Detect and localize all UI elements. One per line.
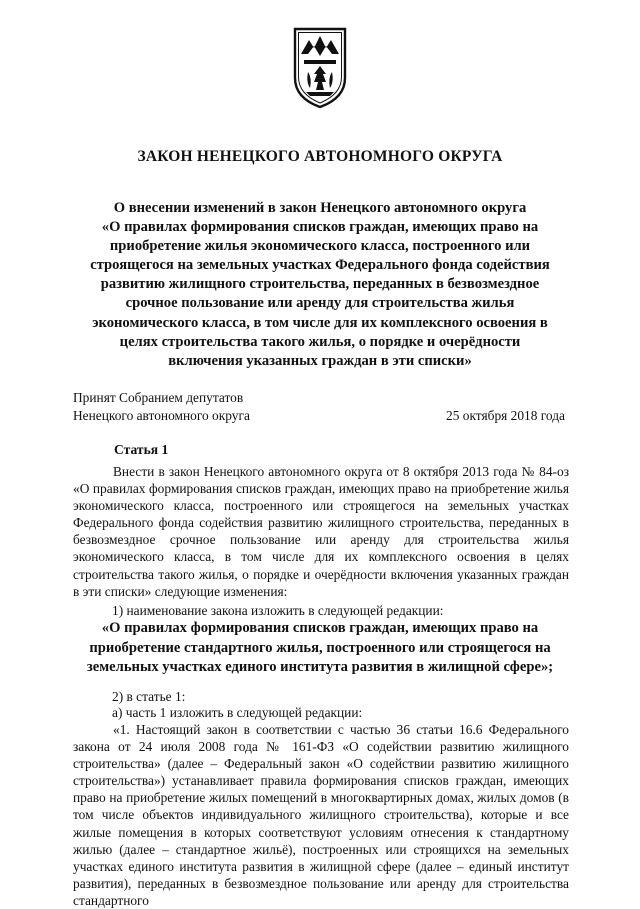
subject-line: «О правилах формирования списков граждан, имеющих право на — [101, 219, 539, 236]
new-law-title — [60, 619, 580, 678]
subject-line: развитию жилищного строительства, переданных в безвозмездное — [100, 276, 540, 293]
new-title-line: земельных участках единого института развития в жилищной сфере»; — [86, 659, 554, 675]
subject-line: О внесении изменений в закон Ненецкого автономного округа — [113, 200, 527, 216]
law-title: ЗАКОН НЕНЕЦКОГО АВТОНОМНОГО ОКРУГА — [137, 148, 503, 165]
subject-line: срочное пользование или аренду для строительства жилья — [125, 295, 515, 312]
new-title-line: приобретение стандартного жилья, построенного или строящегося на — [89, 639, 551, 656]
adoption-line: Ненецкого автономного округа — [73, 408, 250, 423]
list-item-1: 1) наименование закона изложить в следующей редакции: — [112, 603, 444, 618]
subject-line: экономического класса, в том числе для их комплексного освоения в — [92, 314, 548, 331]
law-subject — [60, 199, 580, 371]
article-heading: Статья 1 — [114, 442, 169, 457]
coat-of-arms-icon — [292, 26, 348, 110]
subject-line: целях строительства такого жилья, о порядке и очерёдности — [119, 333, 521, 350]
part1-paragraph: «1. Настоящий закон в соответствии с частью 36 статьи 16.6 Федерального закона от 24 июля 2008 года № 161-ФЗ «О содействии развитию жилищного строительства» (далее – Федеральный закон «О содействии развитию жилищного строительства») устанавливает правила формирования списков граждан, имеющих право на приобретение жилых помещений в многоквартирных домах, жилых домов (в том числе объектов индивидуального жилищного строительства), которые и все жилые помещения в которых соответствуют условиям отнесения к стандартному жилью (далее – стандартное жильё), построенных или строящихся на земельных участках единого института развития в жилищной сфере (далее – единый институт развития), переданных в безвозмездное пользование или аренду для строительства стандартного — [73, 722, 569, 908]
list-item-2: 2) в статье 1: — [112, 689, 186, 704]
adoption-body — [73, 389, 250, 425]
subject-line: приобретение жилья экономического класса, построенного или — [109, 238, 531, 255]
adoption-date: 25 октября 2018 года — [446, 408, 565, 423]
subject-line: включения указанных граждан в эти списки» — [168, 352, 472, 369]
new-title-line: «О правилах формирования списков граждан, имеющих право на — [101, 620, 539, 636]
sub-item-a: а) часть 1 изложить в следующей редакции: — [112, 705, 363, 720]
article-intro-paragraph: Внести в закон Ненецкого автономного округа от 8 октября 2013 года № 84-оз «О правилах формирования списков граждан, имеющих право на приобретение жилья экономического класса, построенного или строящегося на земельных участках Федерального фонда содействия развитию жилищного строительства, переданных в безвозмездное срочное пользование или аренду для строительства жилья экономического класса, в том числе для их комплексного освоения в целях строительства такого жилья, о порядке и очерёдности включения указанных граждан в эти списки» следующие изменения: — [73, 464, 569, 599]
subject-line: строящегося на земельных участках Федерального фонда содействия — [90, 257, 550, 274]
adoption-line: Принят Собранием депутатов — [73, 390, 244, 405]
